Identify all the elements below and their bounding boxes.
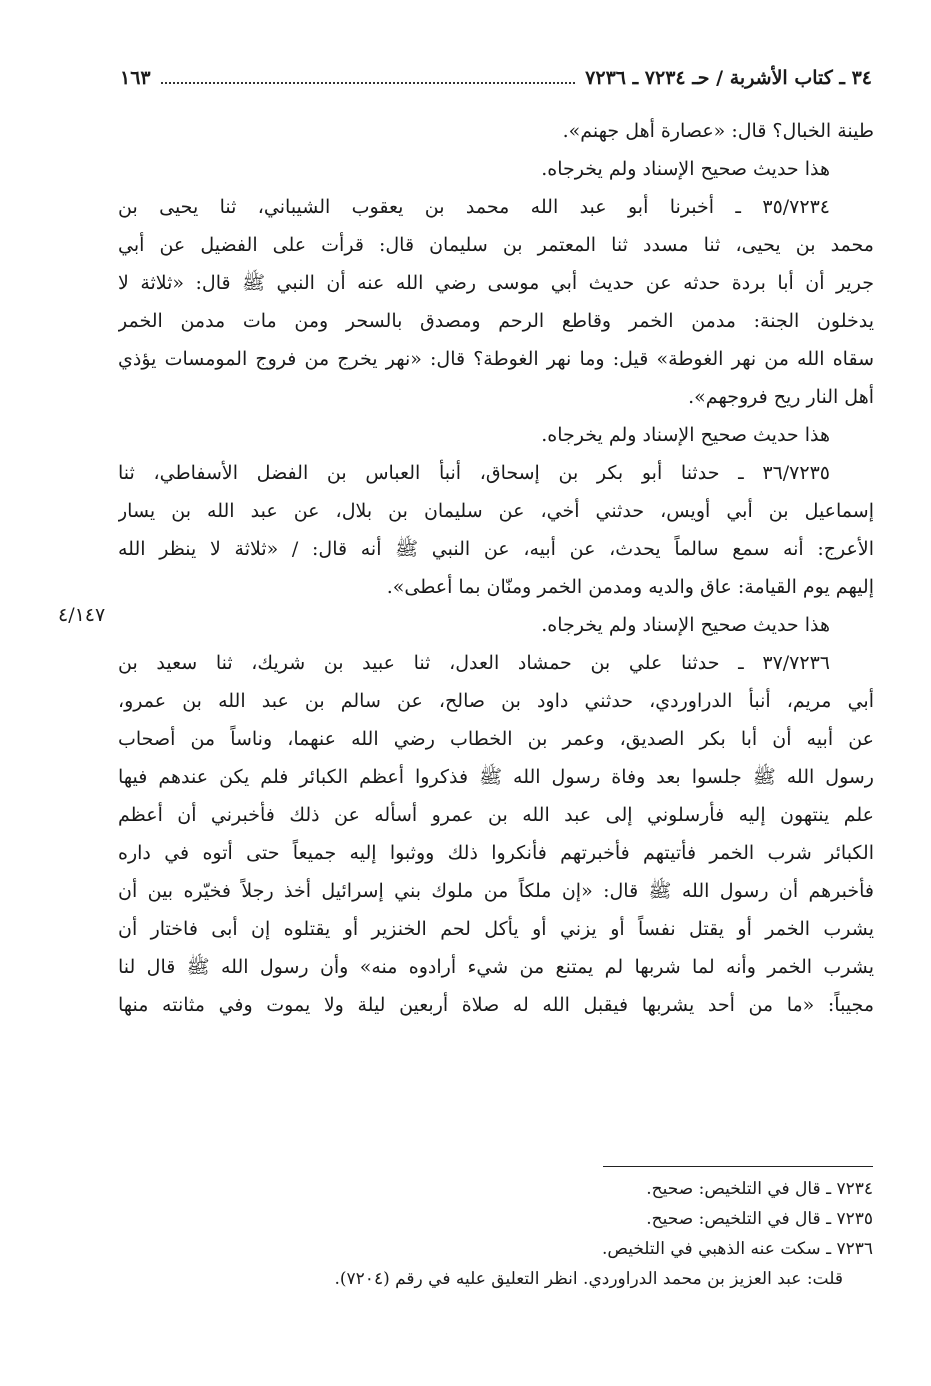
- footnotes: [273, 1174, 873, 1294]
- footnote-line: ٧٢٣٦ ـ سكت عنه الذهبي في التلخيص.: [601, 1239, 873, 1259]
- text-line: الأعرج: أنه سمع سالماً يحدث، عن أبيه، عن النبي ﷺ أنه قال: / «ثلاثة لا ينظر الله: [118, 538, 874, 560]
- text-line: سقاه الله من نهر الغوطة» قيل: وما نهر الغوطة؟ قال: «نهر يخرج من فروج المومسات يؤذي: [118, 348, 874, 370]
- footnote-line: ٧٢٣٤ ـ قال في التلخيص: صحيح.: [646, 1179, 873, 1199]
- text-line: علم ينتهون إليه فأرسلوني إلى عبد الله بن عمرو أسأله عن ذلك فأخبرني أن أعظم: [118, 804, 874, 826]
- text-line: أبي مريم، أنبأ الدراوردي، حدثني داود بن صالح، عن سالم بن عبد الله بن عمرو،: [118, 690, 874, 712]
- text-line: طينة الخبال؟ قال: «عصارة أهل جهنم».: [562, 120, 874, 142]
- header-leader-dots: [161, 82, 576, 84]
- text-line: الكبائر شرب الخمر فأتيتهم فأخبرتهم فأنكروا ذلك ووثبوا إليه جميعاً حتى أتوه في داره: [118, 842, 874, 864]
- text-line: ٣٦/٧٢٣٥ ـ حدثنا أبو بكر بن إسحاق، أنبأ العباس بن الفضل الأسفاطي، ثنا: [118, 462, 830, 484]
- text-line: محمد بن يحيى، ثنا مسدد ثنا المعتمر بن سليمان قال: قرأت على الفضيل عن أبي: [118, 234, 874, 256]
- text-line: عن أبيه أن أبا بكر الصديق، وعمر بن الخطاب رضي الله عنهما، وناساً من أصحاب: [118, 728, 874, 750]
- text-line: هذا حديث صحيح الإسناد ولم يخرجاه.: [541, 614, 830, 636]
- text-line: مجيباً: «ما من أحد يشربها فيقبل الله له صلاة أربعين ليلة ولا يموت وفي مثانته منها: [118, 994, 874, 1016]
- footnote-line: قلت: عبد العزيز بن محمد الدراوردي. انظر التعليق عليه في رقم (٧٢٠٤).: [334, 1269, 843, 1289]
- footnote-separator: [603, 1166, 873, 1167]
- text-line: هذا حديث صحيح الإسناد ولم يخرجاه.: [541, 158, 830, 180]
- text-line: هذا حديث صحيح الإسناد ولم يخرجاه.: [541, 424, 830, 446]
- text-line: يشرب الخمر وأنه لما شربها لم يمتنع من شيء أرادوه منه» وأن رسول الله ﷺ قال لنا: [118, 956, 874, 978]
- text-line: يدخلون الجنة: مدمن الخمر وقاطع الرحم ومصدق بالسحر ومن مات مدمن الخمر: [118, 310, 874, 332]
- text-line: فأخبرهم أن رسول الله ﷺ قال: «إن ملكاً من ملوك بني إسرائيل أخذ رجلاً فخيّره بين أن: [118, 880, 874, 902]
- text-line: يشرب الخمر أو يقتل نفساً أو يزني أو يأكل لحم الخنزير أو يقتلوه إن أبى فاختار أن: [118, 918, 874, 940]
- text-line: رسول الله ﷺ جلسوا بعد وفاة رسول الله ﷺ فذكروا أعظم الكبائر فلم يكن عندهم فيها: [118, 766, 874, 788]
- text-line: إسماعيل بن أبي أويس، حدثني أخي، عن سليمان بن بلال، عن عبد الله بن يسار: [118, 500, 874, 522]
- text-line: ٣٥/٧٢٣٤ ـ أخبرنا أبو عبد الله محمد بن يعقوب الشيباني، ثنا يحيى بن: [118, 196, 830, 218]
- text-line: جرير أن أبا بردة حدثه عن حديث أبي موسى رضي الله عنه أن النبي ﷺ قال: «ثلاثة لا: [118, 272, 874, 294]
- main-text: [118, 112, 874, 1024]
- footnote-line: ٧٢٣٥ ـ قال في التلخيص: صحيح.: [646, 1209, 873, 1229]
- header-title: ٣٤ ـ كتاب الأشربة / حـ ٧٢٣٤ ـ ٧٢٣٦: [585, 67, 872, 89]
- page-number: ١٦٣: [120, 67, 151, 89]
- text-line: أهل النار ريح فروجهم».: [688, 386, 874, 408]
- margin-volume-page-note: ٤/١٤٧: [58, 604, 106, 626]
- text-line: إليهم يوم القيامة: عاق والديه ومدمن الخمر ومنّان بما أعطى».: [386, 576, 874, 598]
- running-header: [120, 62, 872, 94]
- text-line: ٣٧/٧٢٣٦ ـ حدثنا علي بن حمشاد العدل، ثنا عبيد بن شريك، ثنا سعيد بن: [118, 652, 830, 674]
